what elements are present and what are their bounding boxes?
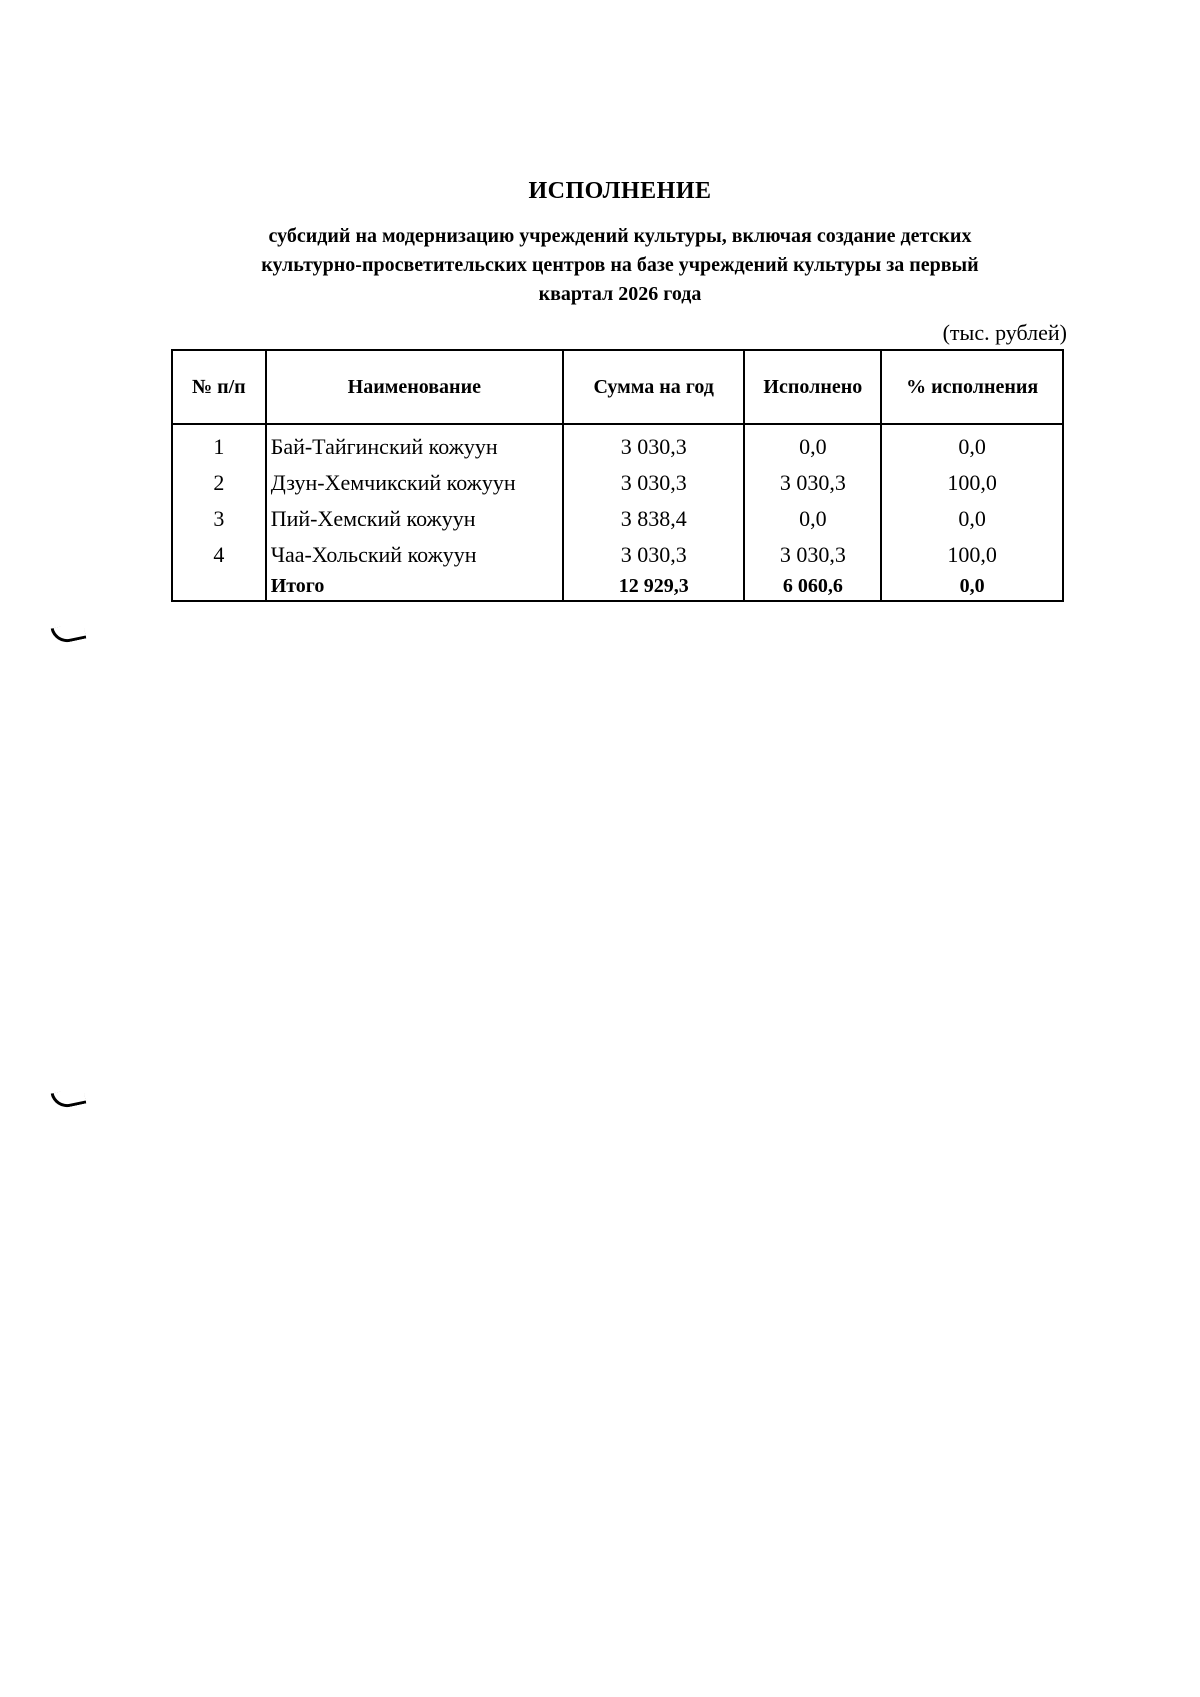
cell-number: 4 (172, 537, 266, 573)
table-row (172, 537, 1063, 573)
cell-executed: 3 030,3 (744, 465, 881, 501)
units-label: (тыс. рублей) (942, 320, 1067, 345)
document-subtitle (200, 222, 1040, 309)
cell-number: 2 (172, 465, 266, 501)
cell-total-annual-sum: 12 929,3 (563, 573, 744, 601)
cell-name: Чаа-Хольский кожуун (266, 537, 563, 573)
subtitle-line: культурно-просветительских центров на базе учреждений культуры за первый (261, 254, 979, 276)
cell-executed: 0,0 (744, 424, 881, 465)
header-annual-sum: Сумма на год (563, 350, 744, 424)
cell-executed: 3 030,3 (744, 537, 881, 573)
header-name: Наименование (266, 350, 563, 424)
cell-number: 1 (172, 424, 266, 465)
cell-total-executed: 6 060,6 (744, 573, 881, 601)
cell-total-label: Итого (266, 573, 563, 601)
table-row (172, 424, 1063, 465)
table-header-row (172, 350, 1063, 424)
cell-annual-sum: 3 030,3 (563, 424, 744, 465)
header-percent: % исполнения (881, 350, 1063, 424)
cell-percent: 0,0 (881, 424, 1063, 465)
cell-annual-sum: 3 838,4 (563, 501, 744, 537)
cell-percent: 0,0 (881, 501, 1063, 537)
cell-name: Бай-Тайгинский кожуун (266, 424, 563, 465)
header-number: № п/п (172, 350, 266, 424)
cell-number (172, 573, 266, 601)
execution-table (171, 349, 1064, 602)
cell-total-percent: 0,0 (881, 573, 1063, 601)
table-row (172, 501, 1063, 537)
cell-annual-sum: 3 030,3 (563, 537, 744, 573)
cell-percent: 100,0 (881, 537, 1063, 573)
punch-hole-mark (51, 1087, 87, 1110)
table-row (172, 465, 1063, 501)
cell-annual-sum: 3 030,3 (563, 465, 744, 501)
cell-name: Пий-Хемский кожуун (266, 501, 563, 537)
punch-hole-mark (51, 622, 87, 645)
cell-name: Дзун-Хемчикский кожуун (266, 465, 563, 501)
subtitle-line: квартал 2026 года (538, 283, 702, 305)
subtitle-line: субсидий на модернизацию учреждений культуры, включая создание детских (268, 225, 972, 247)
total-row (172, 573, 1063, 601)
document-title: ИСПОЛНЕНИЕ (528, 178, 712, 204)
cell-percent: 100,0 (881, 465, 1063, 501)
cell-executed: 0,0 (744, 501, 881, 537)
header-executed: Исполнено (744, 350, 881, 424)
cell-number: 3 (172, 501, 266, 537)
